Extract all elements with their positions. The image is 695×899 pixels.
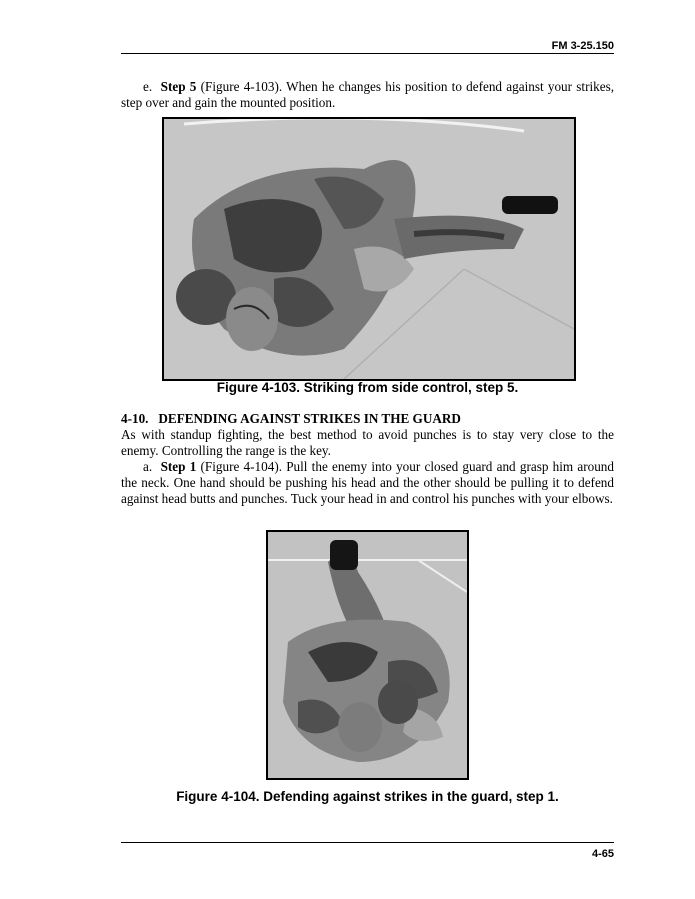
section-heading: [121, 411, 461, 427]
step-1-letter: a.: [143, 459, 153, 474]
figure-4-104-caption: Figure 4-104. Defending against strikes in the guard, step 1.: [176, 789, 559, 804]
step-1-text: (Figure 4-104). Pull the enemy into your closed guard and grasp him around the neck. One hand should be pushing his head and the other should be pulling it to defend against head butts and punches. Tuck your head in and control his punches with your elbows.: [121, 459, 614, 506]
step-5-label: Step 5: [160, 79, 197, 94]
figure-4-104-photo: [266, 530, 469, 780]
step-5-text: (Figure 4-103). When he changes his position to defend against your strikes, step over and gain the mounted position.: [121, 79, 615, 110]
step-1-label: Step 1: [160, 459, 197, 474]
footer-rule: [121, 842, 614, 843]
figure-4-103-caption: Figure 4-103. Striking from side control, step 5.: [216, 380, 519, 395]
step-5-paragraph: [121, 79, 614, 111]
section-number: 4-10.: [121, 411, 149, 426]
section-title: DEFENDING AGAINST STRIKES IN THE GUARD: [158, 411, 461, 426]
step-1-paragraph: [121, 459, 614, 507]
section-intro-paragraph: As with standup fighting, the best method to avoid punches is to stay very close to the enemy. Controlling the range is the key.: [121, 427, 614, 458]
step-5-letter: e.: [143, 79, 153, 94]
guard-defense-photo: [268, 532, 467, 778]
header-rule: [121, 53, 614, 54]
page-number: 4-65: [591, 848, 614, 860]
document-id: FM 3-25.150: [551, 40, 614, 52]
side-control-photo: [164, 119, 574, 379]
figure-4-103-photo: [162, 117, 576, 381]
